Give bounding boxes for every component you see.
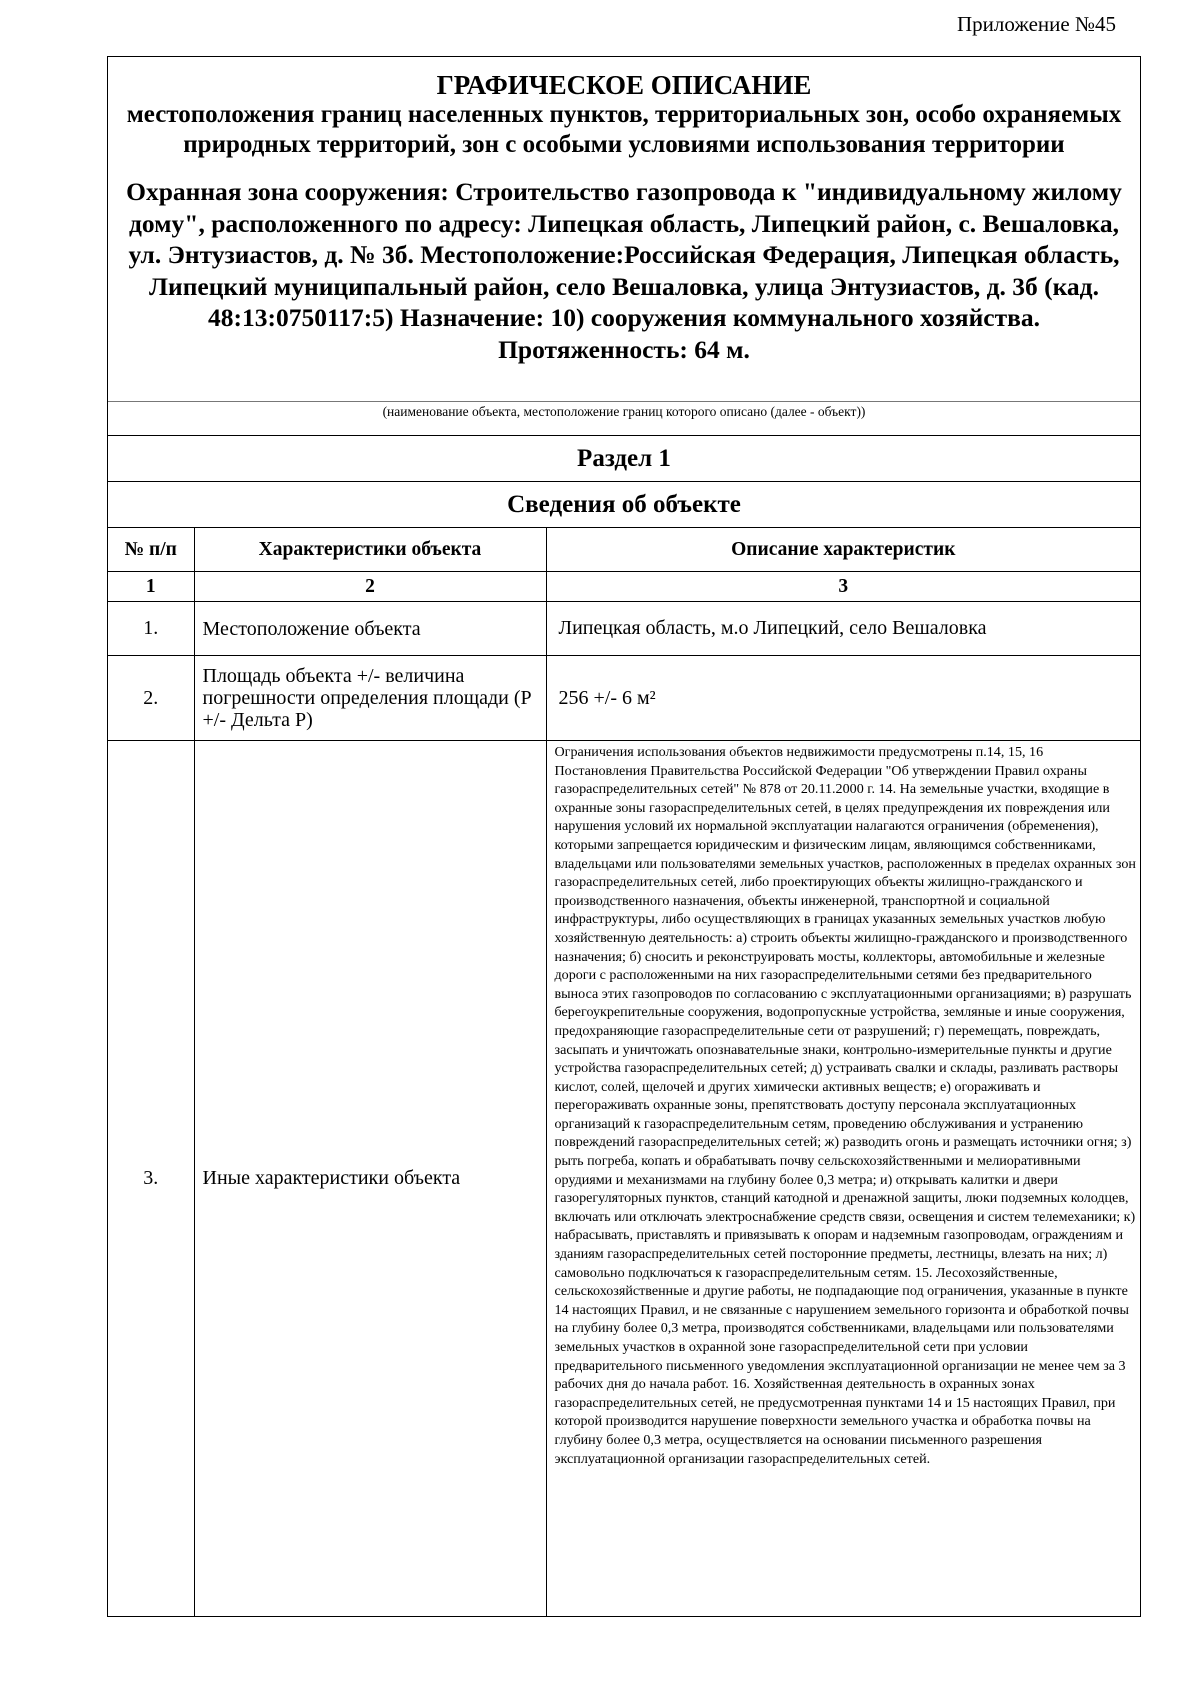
table-row bbox=[108, 602, 1140, 656]
header-cell-description: Описание характеристик bbox=[546, 528, 1140, 572]
table-row bbox=[108, 741, 1140, 1616]
header-cell-characteristic: Характеристики объекта bbox=[194, 528, 546, 572]
index-cell: 1 bbox=[108, 572, 194, 602]
row-characteristic: Площадь объекта +/- величина погрешности определения площади (P +/- Дельта P) bbox=[194, 656, 546, 741]
table-index-row bbox=[108, 572, 1140, 602]
row-number: 2. bbox=[108, 656, 194, 741]
document-title: ГРАФИЧЕСКОЕ ОПИСАНИЕ bbox=[436, 70, 812, 100]
table-row bbox=[108, 656, 1140, 741]
appendix-label: Приложение №45 bbox=[957, 12, 1116, 36]
row-description: Ограничения использования объектов недвижимости предусмотрены п.14, 15, 16 Постановления Правительства Российской Федерации "Об утверждении Правил охраны газораспределительных сетей" № 878 от 20.11.2000 г. 14. На земельные участки, входящие в охранные зоны газораспределительных сетей, в целях предупреждения их повреждения или нарушения условий их нормальной эксплуатации налагаются ограничения (обременения), которыми запрещается юридическим и физическим лицам, являющимся собственниками, владельцами или пользователями земельных участков, расположенных в пределах охранных зон газораспределительных сетей, либо проектирующих объекты жилищно-гражданского и производственного назначения, объекты инженерной, транспортной и социальной инфраструктуры, либо осуществляющих в границах указанных земельных участков любую хозяйственную деятельность: а) строить объекты жилищно-гражданского и производственного назначения; б) сносить и реконструировать мосты, коллекторы, автомобильные и железные дороги с расположенными на них газораспределительными сетями без предварительного выноса этих газопроводов по согласованию с эксплуатационными организациями; в) разрушать берегоукрепительные сооружения, водопропускные устройства, земляные и иные сооружения, предохраняющие газораспределительные сети от разрушений; г) перемещать, повреждать, засыпать и уничтожать опознавательные знаки, контрольно-измерительные пункты и другие устройства газораспределительных сетей; д) устраивать свалки и склады, разливать растворы кислот, солей, щелочей и других химически активных веществ; е) огораживать и перегораживать охранные зоны, препятствовать доступу персонала эксплуатационных организаций к газораспределительным сетям, проведению обслуживания и устранению повреждений газораспределительных сетей; ж) разводить огонь и размещать источники огня; з) рыть погреба, копать и обрабатывать почву сельскохозяйственными и мелиоративными орудиями и механизмами на глубину более 0,3 метра; и) открывать калитки и двери газорегуляторных пунктов, станций катодной и дренажной защиты, люки подземных колодцев, включать или отключать электроснабжение средств связи, освещения и систем телемеханики; к) набрасывать, приставлять и привязывать к опорам и надземным газопроводам, ограждениям и зданиям газораспределительных сетей посторонние предметы, лестницы, влезать на них; л) самовольно подключаться к газораспределительным сетям. 15. Лесохозяйственные, сельскохозяйственные и другие работы, не подпадающие под ограничения, указанные в пункте 14 настоящих Правил, и не связанные с нарушением земельного горизонта и обработкой почвы на глубину более 0,3 метра, производятся собственниками, владельцами или пользователями земельных участков в охранной зоне газораспределительной сети при условии предварительного письменного уведомления эксплуатационной организации не менее чем за 3 рабочих дня до начала работ. 16. Хозяйственная деятельность в охранных зонах газораспределительных сетей, не предусмотренная пунктами 14 и 15 настоящих Правил, при которой производится нарушение поверхности земельного участка и обработка почвы на глубину более 0,3 метра, осуществляется на основании письменного разрешения эксплуатационной организации газораспределительных сетей. bbox=[554, 744, 1136, 1467]
object-caption: (наименование объекта, местоположение границ которого описано (далее - объект)) bbox=[108, 402, 1140, 436]
header-block bbox=[108, 57, 1140, 402]
row-description: 256 +/- 6 м² bbox=[546, 656, 1140, 741]
document-frame bbox=[107, 56, 1141, 1617]
document-subtitle: местоположения границ населенных пунктов, территориальных зон, особо охраняемых природных территорий, зон с особыми условиями использования территории bbox=[126, 101, 1122, 158]
table-header-row bbox=[108, 528, 1140, 572]
row-number: 3. bbox=[108, 741, 194, 1616]
header-cell-num: № п/п bbox=[108, 528, 194, 572]
object-description: Охранная зона сооружения: Строительство газопровода к "индивидуальному жилому дому", расположенного по адресу: Липецкая область, Липецкий район, с. Вешаловка, ул. Энтузиастов, д. № 3б. Местоположение:Российская Федерация, Липецкая область, Липецкий муниципальный район, село Вешаловка, улица Энтузиастов, д. 3б (кад. 48:13:0750117:5) Назначение: 10) сооружения коммунального хозяйства. Протяженность: 64 м. bbox=[126, 177, 1122, 364]
row-number: 1. bbox=[108, 602, 194, 656]
row-characteristic: Местоположение объекта bbox=[194, 602, 546, 656]
row-description-cell bbox=[546, 741, 1140, 1616]
section-title: Раздел 1 bbox=[108, 436, 1140, 482]
row-characteristic: Иные характеристики объекта bbox=[194, 741, 546, 1616]
section-subtitle: Сведения об объекте bbox=[108, 482, 1140, 528]
row-description: Липецкая область, м.о Липецкий, село Вешаловка bbox=[546, 602, 1140, 656]
index-cell: 2 bbox=[194, 572, 546, 602]
object-info-table bbox=[108, 528, 1140, 1616]
index-cell: 3 bbox=[546, 572, 1140, 602]
